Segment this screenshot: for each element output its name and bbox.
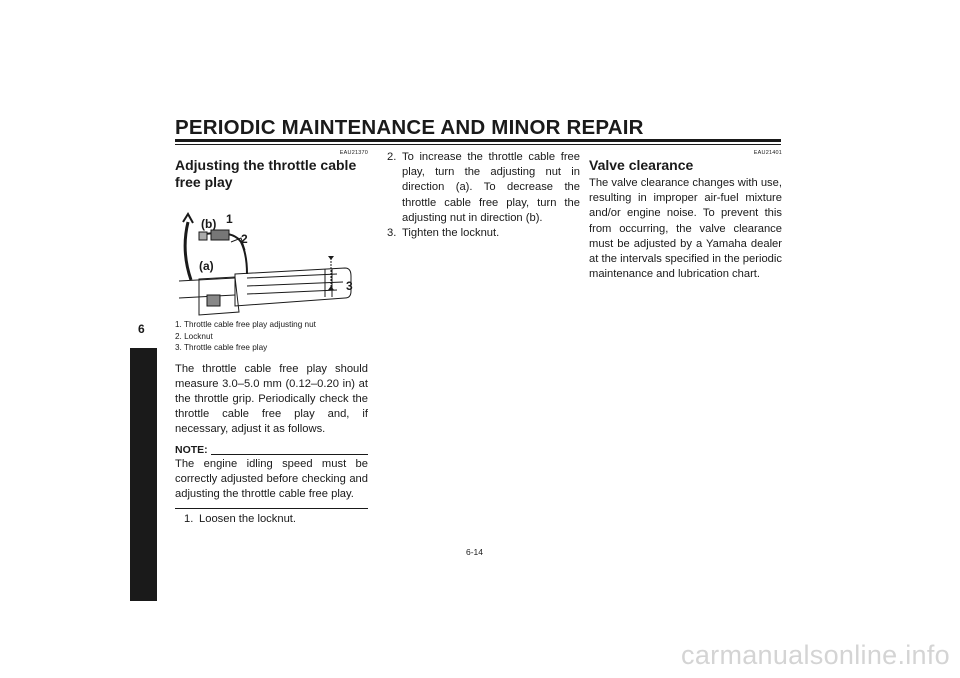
step-number: 2. (387, 151, 397, 163)
step-text: Loosen the locknut. (199, 513, 297, 526)
note-box (175, 444, 368, 510)
column-2 (387, 150, 580, 241)
header-rule (175, 139, 781, 142)
callout-2: 2 (241, 232, 248, 246)
note-label: NOTE: (175, 443, 208, 456)
chapter-tab (130, 348, 157, 601)
throttle-intro-paragraph: The throttle cable free play should measure 3.0–5.0 mm (0.12–0.20 in) at the throttle grip. Periodically check the throttle cable free play and, if necessary, adjust it as follows. (175, 362, 368, 436)
section-heading-throttle: Adjusting the throttle cable free play (175, 157, 357, 190)
free-play-arrow-bottom-icon (328, 286, 334, 290)
list-item (387, 150, 580, 226)
step-text: To increase the throttle cable free play, turn the adjusting nut in direction (a). To decrease the throttle cable free play, turn the adjusting nut in direction (b). (402, 151, 580, 224)
watermark: carmanualsonline.info (681, 640, 950, 670)
free-play-arrow-top-icon (328, 256, 334, 260)
chapter-number: 6 (138, 322, 145, 336)
section-heading-valve: Valve clearance (589, 157, 694, 173)
note-rule (211, 454, 368, 455)
header-rule-thin (175, 144, 781, 145)
step-text: Tighten the locknut. (402, 227, 500, 240)
callout-3: 3 (346, 279, 353, 293)
caption-item: 2. Locknut (175, 331, 213, 341)
callout-1: 1 (226, 212, 233, 226)
callout-a: (a) (199, 259, 214, 273)
section-code: EAU21401 (753, 150, 782, 156)
throttle-grip-illustration (175, 194, 368, 317)
caption-item: 1. Throttle cable free play adjusting nut (175, 320, 316, 329)
caption-item: 3. Throttle cable free play (175, 343, 268, 352)
page-number: 6-14 (466, 547, 484, 557)
figure-captions (175, 319, 368, 354)
list-item (175, 512, 368, 527)
page-title: PERIODIC MAINTENANCE AND MINOR REPAIR (175, 116, 644, 139)
section-code: EAU21370 (339, 150, 368, 156)
callout-b: (b) (201, 217, 217, 231)
column-1 (175, 150, 368, 527)
list-item (387, 226, 580, 241)
step-number: 1. (184, 513, 194, 526)
note-text: The engine idling speed must be correctly adjusted before checking and adjusting the throttle cable free play. (175, 457, 368, 500)
step-number: 3. (387, 227, 397, 240)
valve-paragraph: The valve clearance changes with use, resulting in improper air-fuel mixture and/or engine noise. To prevent this from occurring, the valve clearance must be adjusted by a Yamaha dealer at the intervals specified in the periodic maintenance and lubrication chart. (589, 177, 782, 281)
column-3 (589, 150, 782, 282)
